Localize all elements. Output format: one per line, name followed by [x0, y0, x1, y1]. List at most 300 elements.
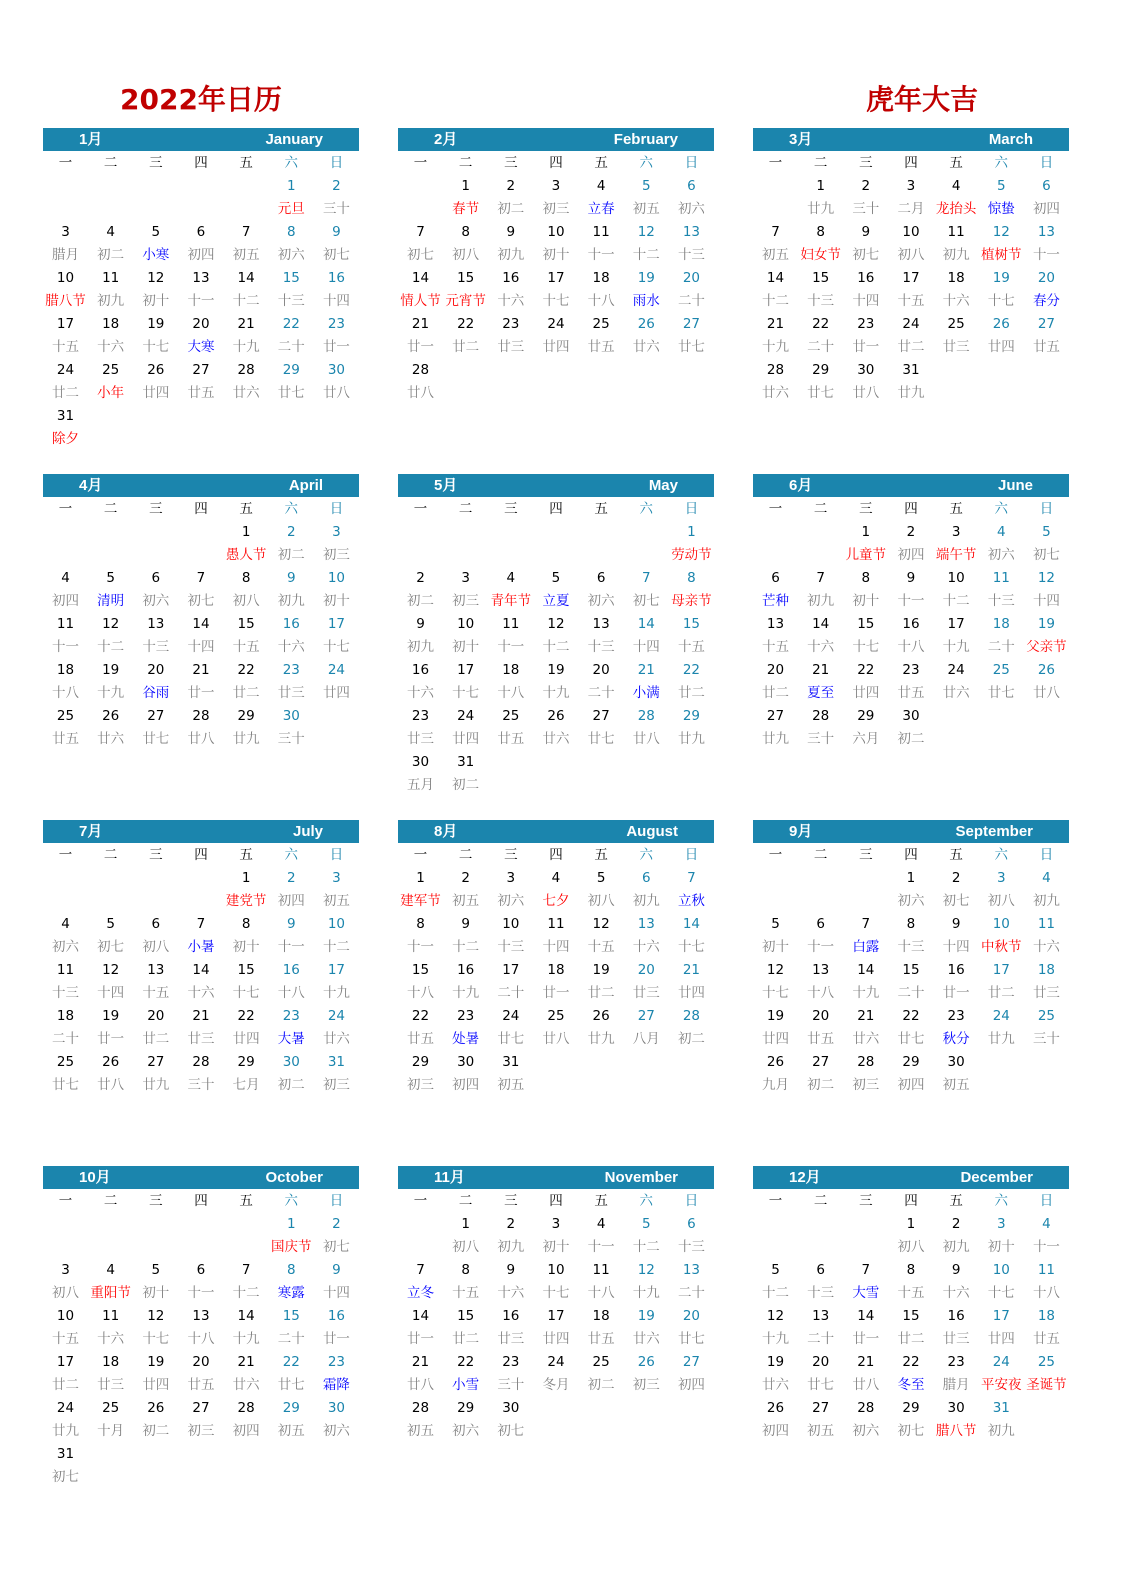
day-number: 26 [766, 1400, 785, 1416]
lunar-date [88, 197, 133, 220]
lunar-date [178, 543, 223, 566]
lunar-date: 十三 [677, 247, 705, 263]
day-number: 24 [502, 1008, 520, 1024]
day-number: 9 [332, 224, 341, 240]
day-number [178, 1442, 223, 1465]
day-number: 8 [241, 570, 251, 586]
day-number: 7 [241, 1262, 251, 1278]
day-number: 23 [282, 662, 300, 678]
day-number: 30 [947, 1400, 965, 1416]
day-number: 14 [411, 270, 430, 286]
lunar-date: 十三 [807, 293, 835, 309]
lunar-date: 十九 [762, 339, 789, 355]
day-number [624, 358, 669, 381]
lunar-date: 十三 [897, 939, 925, 955]
day-number: 14 [637, 616, 655, 632]
day-number: 13 [147, 962, 165, 978]
day-number: 17 [327, 962, 346, 978]
day-number [753, 1212, 798, 1235]
day-number: 16 [457, 962, 475, 978]
lunar-date: 十二 [322, 939, 350, 955]
lunar-date: 八月 [632, 1031, 660, 1047]
day-number: 26 [147, 1400, 165, 1416]
weekday-label: 四 [194, 1193, 208, 1209]
day-number: 21 [411, 1354, 430, 1370]
lunar-date: 冬月 [542, 1377, 570, 1393]
month-block [398, 128, 714, 404]
day-number: 1 [816, 178, 825, 194]
lunar-date: 十三 [52, 985, 79, 1001]
day-number: 4 [106, 224, 115, 240]
weekday-label: 四 [549, 155, 563, 171]
day-number: 24 [902, 316, 920, 332]
day-number: 24 [327, 1008, 346, 1024]
lunar-date [43, 197, 88, 220]
day-number: 2 [286, 524, 296, 540]
lunar-date: 初二 [897, 731, 925, 747]
day-number: 20 [147, 662, 165, 678]
day-number: 15 [902, 1308, 920, 1324]
month-block [753, 1166, 1069, 1442]
lunar-date: 廿六 [852, 1031, 880, 1047]
day-number: 31 [327, 1054, 346, 1070]
lunar-date: 廿八 [632, 731, 660, 747]
lunar-date: 十二 [542, 639, 570, 655]
day-number: 27 [147, 708, 165, 724]
lunar-date: 廿三 [97, 1377, 125, 1393]
day-number: 26 [1037, 662, 1056, 678]
weekday-label: 五 [594, 501, 608, 517]
lunar-date: 大寒 [187, 339, 215, 355]
day-number: 19 [102, 1008, 120, 1024]
lunar-date: 初九 [807, 593, 835, 609]
lunar-date: 初九 [407, 639, 434, 655]
day-number: 5 [106, 916, 115, 932]
day-number [624, 1050, 669, 1073]
lunar-date: 廿八 [97, 1077, 125, 1093]
day-number: 12 [1037, 570, 1056, 586]
day-number [488, 520, 533, 543]
lunar-date [579, 773, 624, 796]
day-number: 15 [812, 270, 830, 286]
day-number: 19 [766, 1008, 785, 1024]
day-number: 5 [771, 1262, 780, 1278]
lunar-date: 廿九 [987, 1031, 1015, 1047]
day-number: 31 [502, 1054, 520, 1070]
day-number: 23 [902, 662, 920, 678]
lunar-date [843, 889, 888, 912]
day-number: 2 [461, 870, 470, 886]
weekday-label: 五 [949, 501, 963, 517]
day-number: 5 [641, 178, 651, 194]
weekday-label: 三 [149, 501, 163, 517]
day-number: 1 [461, 178, 470, 194]
day-number [133, 1442, 178, 1465]
weekday-label: 日 [684, 155, 699, 171]
lunar-date [443, 543, 488, 566]
lunar-date: 初八 [897, 1239, 925, 1255]
day-number: 16 [502, 1308, 520, 1324]
lunar-date: 十一 [187, 293, 215, 309]
lunar-date: 廿一 [407, 1331, 434, 1347]
lunar-date: 五月 [407, 777, 434, 793]
lunar-date: 十六 [1032, 939, 1060, 955]
lunar-date: 初七 [322, 1239, 350, 1255]
lunar-date: 初十 [542, 247, 570, 263]
lunar-date: 十五 [52, 1331, 79, 1347]
weekday-label: 日 [329, 1193, 344, 1209]
day-number: 11 [547, 916, 565, 932]
day-number: 21 [637, 662, 655, 678]
day-number [798, 1212, 843, 1235]
day-number: 26 [992, 316, 1010, 332]
day-number [133, 174, 178, 197]
lunar-date: 冬至 [897, 1377, 925, 1393]
month-block [43, 1166, 359, 1488]
day-number [624, 750, 669, 773]
lunar-date: 除夕 [52, 431, 79, 447]
day-number [43, 174, 88, 197]
lunar-date: 初十 [762, 939, 789, 955]
lunar-date: 初七 [322, 247, 350, 263]
lunar-date: 廿六 [322, 1031, 350, 1047]
day-number: 7 [196, 570, 206, 586]
day-number: 17 [902, 270, 920, 286]
lunar-date: 廿九 [677, 731, 705, 747]
lunar-date: 初七 [942, 893, 970, 909]
lunar-date: 廿六 [632, 339, 660, 355]
lunar-date: 廿五 [1032, 1331, 1060, 1347]
lunar-date [398, 1235, 443, 1258]
day-number: 24 [56, 362, 75, 378]
lunar-date: 廿三 [1032, 985, 1060, 1001]
day-number: 20 [766, 662, 785, 678]
weekday-label: 五 [239, 155, 253, 171]
day-number: 1 [241, 524, 251, 540]
lunar-date: 十一 [897, 593, 925, 609]
day-number: 14 [766, 270, 785, 286]
lunar-date: 十九 [632, 1285, 660, 1301]
day-number: 21 [812, 662, 830, 678]
lunar-date: 十一 [587, 1239, 615, 1255]
lunar-date: 十二 [632, 247, 660, 263]
weekday-label: 一 [413, 501, 428, 517]
day-number [178, 520, 223, 543]
lunar-date: 廿五 [187, 1377, 215, 1393]
lunar-date: 廿二 [587, 985, 615, 1001]
weekday-label: 二 [458, 155, 473, 171]
lunar-date: 小满 [632, 685, 660, 701]
lunar-date: 春分 [1032, 293, 1060, 309]
day-number [624, 1396, 669, 1419]
lunar-date: 初六 [322, 1423, 350, 1439]
day-number [1024, 704, 1069, 727]
day-number: 22 [457, 316, 475, 332]
day-number: 5 [151, 224, 161, 240]
month-name-chinese: 7月 [79, 823, 103, 840]
day-number [1024, 1050, 1069, 1073]
month-block [398, 1166, 714, 1442]
lunar-date [533, 1073, 578, 1096]
lunar-date: 初六 [587, 593, 615, 609]
lunar-date [843, 1235, 888, 1258]
lunar-date: 初八 [452, 1239, 480, 1255]
lunar-date: 十九 [852, 985, 880, 1001]
day-number: 31 [992, 1400, 1010, 1416]
lunar-date: 初九 [97, 293, 125, 309]
lunar-date: 廿六 [942, 685, 970, 701]
lunar-date: 初二 [277, 1077, 305, 1093]
lunar-date [1024, 381, 1069, 404]
day-number: 28 [192, 708, 210, 724]
day-number: 9 [416, 616, 425, 632]
day-number: 26 [637, 316, 655, 332]
day-number: 28 [237, 362, 255, 378]
day-number: 28 [411, 1400, 430, 1416]
day-number: 4 [506, 570, 516, 586]
day-number: 5 [1042, 524, 1051, 540]
lunar-date: 廿八 [322, 385, 350, 401]
lunar-date: 十二 [942, 593, 970, 609]
weekday-label: 一 [413, 1193, 428, 1209]
day-number: 2 [506, 178, 516, 194]
month-name-chinese: 6月 [789, 477, 813, 494]
day-number: 11 [502, 616, 520, 632]
day-number: 15 [457, 270, 475, 286]
lunar-date: 初五 [277, 1423, 305, 1439]
lunar-date: 十九 [97, 685, 125, 701]
lunar-date [979, 727, 1024, 750]
lunar-date: 廿四 [452, 731, 480, 747]
weekday-label: 四 [194, 155, 208, 171]
lunar-date: 大暑 [277, 1031, 305, 1047]
month-grid [43, 843, 359, 1096]
lunar-date [533, 773, 578, 796]
lunar-date: 十九 [232, 1331, 260, 1347]
lunar-date: 三十 [322, 201, 350, 217]
lunar-date [269, 1465, 314, 1488]
day-number: 27 [682, 1354, 701, 1370]
lunar-date: 廿八 [542, 1031, 570, 1047]
lunar-date [314, 427, 359, 450]
lunar-date: 初七 [1032, 547, 1060, 563]
lunar-date: 十三 [807, 1285, 835, 1301]
day-number [934, 704, 979, 727]
day-number: 17 [992, 962, 1010, 978]
lunar-date: 二十 [52, 1031, 79, 1047]
day-number: 10 [327, 916, 346, 932]
month-name-chinese: 4月 [79, 477, 103, 494]
day-number: 6 [687, 178, 696, 194]
month-header [43, 820, 359, 843]
month-grid [753, 843, 1069, 1096]
lunar-date [398, 197, 443, 220]
lunar-date: 初八 [52, 1285, 79, 1301]
lunar-date: 立秋 [677, 893, 705, 909]
lunar-date: 十六 [407, 685, 434, 701]
day-number: 27 [812, 1054, 830, 1070]
weekday-label: 二 [103, 847, 118, 863]
day-number: 12 [766, 962, 785, 978]
lunar-date: 十三 [277, 293, 305, 309]
day-number: 3 [461, 570, 470, 586]
day-number: 8 [416, 916, 425, 932]
day-number: 16 [947, 1308, 965, 1324]
day-number: 18 [1037, 1308, 1056, 1324]
day-number: 13 [682, 224, 701, 240]
day-number [443, 520, 488, 543]
day-number: 2 [416, 570, 425, 586]
lunar-date: 廿二 [452, 339, 480, 355]
month-header [398, 1166, 714, 1189]
day-number: 15 [282, 1308, 300, 1324]
day-number: 20 [682, 1308, 701, 1324]
weekday-label: 二 [458, 501, 473, 517]
lunar-date [669, 773, 714, 796]
lunar-date: 十二 [762, 293, 789, 309]
day-number: 30 [857, 362, 875, 378]
month-name-english: November [604, 1169, 678, 1186]
day-number [178, 1212, 223, 1235]
day-number: 25 [1037, 1008, 1056, 1024]
lunar-date: 初四 [187, 247, 215, 263]
day-number: 22 [902, 1354, 920, 1370]
day-number: 6 [771, 570, 780, 586]
weekday-label: 四 [904, 155, 918, 171]
lunar-date: 廿一 [187, 685, 215, 701]
day-number: 20 [812, 1354, 830, 1370]
weekday-label: 二 [813, 155, 828, 171]
lunar-date: 十二 [632, 1239, 660, 1255]
weekday-label: 三 [859, 155, 873, 171]
day-number: 4 [596, 178, 606, 194]
lunar-date: 十七 [142, 339, 170, 355]
lunar-date [579, 1073, 624, 1096]
month-block [43, 820, 359, 1096]
weekday-label: 三 [504, 501, 518, 517]
lunar-date: 重阳节 [90, 1285, 131, 1301]
day-number [843, 866, 888, 889]
day-number [43, 520, 88, 543]
day-number: 17 [56, 1354, 75, 1370]
lunar-date [43, 543, 88, 566]
day-number [314, 1442, 359, 1465]
lunar-date: 三十 [187, 1077, 215, 1093]
day-number: 24 [56, 1400, 75, 1416]
lunar-date: 雨水 [632, 293, 660, 309]
day-number: 1 [286, 1216, 296, 1232]
day-number: 8 [906, 916, 916, 932]
lunar-date: 十一 [277, 939, 305, 955]
lunar-date [798, 889, 843, 912]
day-number: 24 [547, 316, 565, 332]
lunar-date: 十九 [762, 1331, 789, 1347]
day-number: 18 [592, 1308, 610, 1324]
lunar-date: 廿四 [142, 385, 170, 401]
day-number [178, 174, 223, 197]
day-number [753, 174, 798, 197]
month-header [398, 128, 714, 151]
day-number: 3 [61, 1262, 70, 1278]
lunar-date: 十六 [942, 293, 970, 309]
lunar-date: 元旦 [277, 201, 305, 217]
lunar-date: 廿三 [497, 1331, 525, 1347]
lunar-date: 十八 [497, 685, 525, 701]
month-header [398, 474, 714, 497]
day-number: 8 [286, 224, 296, 240]
month-name-chinese: 3月 [789, 131, 813, 148]
lunar-date: 十五 [677, 639, 705, 655]
day-number: 7 [816, 570, 825, 586]
weekday-label: 六 [284, 155, 299, 171]
day-number: 24 [327, 662, 346, 678]
lunar-date: 二十 [897, 985, 925, 1001]
day-number: 12 [637, 224, 655, 240]
day-number: 25 [502, 708, 520, 724]
month-name-chinese: 11月 [434, 1169, 465, 1186]
lunar-date: 廿九 [587, 1031, 615, 1047]
weekday-label: 五 [239, 847, 253, 863]
lunar-date: 十五 [452, 1285, 480, 1301]
day-number: 20 [147, 1008, 165, 1024]
day-number: 28 [237, 1400, 255, 1416]
lunar-date: 廿七 [897, 1031, 925, 1047]
day-number: 11 [592, 1262, 610, 1278]
lunar-date: 十五 [587, 939, 615, 955]
day-number: 23 [457, 1008, 475, 1024]
lunar-date [88, 427, 133, 450]
lunar-date: 廿八 [1032, 685, 1060, 701]
lunar-date: 十二 [97, 639, 125, 655]
day-number: 23 [857, 316, 875, 332]
day-number: 30 [947, 1054, 965, 1070]
weekday-label: 二 [813, 847, 828, 863]
lunar-date: 廿一 [97, 1031, 125, 1047]
lunar-date [133, 197, 178, 220]
day-number: 22 [237, 1008, 255, 1024]
day-number: 10 [56, 270, 75, 286]
day-number: 9 [906, 570, 916, 586]
lunar-date [579, 543, 624, 566]
lunar-date: 初六 [677, 201, 705, 217]
day-number [133, 1212, 178, 1235]
weekday-label: 五 [949, 155, 963, 171]
day-number: 31 [56, 1446, 75, 1462]
lunar-date: 十六 [497, 293, 525, 309]
lunar-date [1024, 1073, 1069, 1096]
day-number: 6 [196, 1262, 206, 1278]
lunar-date: 青年节 [490, 593, 532, 609]
day-number: 7 [861, 916, 871, 932]
month-grid [43, 1189, 359, 1488]
day-number: 29 [902, 1400, 920, 1416]
day-number [533, 520, 578, 543]
day-number: 6 [196, 224, 206, 240]
lunar-date: 二十 [277, 1331, 305, 1347]
day-number: 25 [102, 1400, 120, 1416]
day-number: 22 [411, 1008, 430, 1024]
day-number: 18 [947, 270, 965, 286]
day-number: 25 [992, 662, 1010, 678]
weekday-label: 五 [594, 847, 608, 863]
day-number: 23 [327, 316, 346, 332]
day-number: 15 [237, 616, 255, 632]
lunar-date: 父亲节 [1026, 639, 1067, 655]
day-number: 23 [502, 316, 520, 332]
lunar-date: 廿二 [52, 1377, 79, 1393]
day-number: 11 [56, 962, 75, 978]
month-block [43, 474, 359, 750]
